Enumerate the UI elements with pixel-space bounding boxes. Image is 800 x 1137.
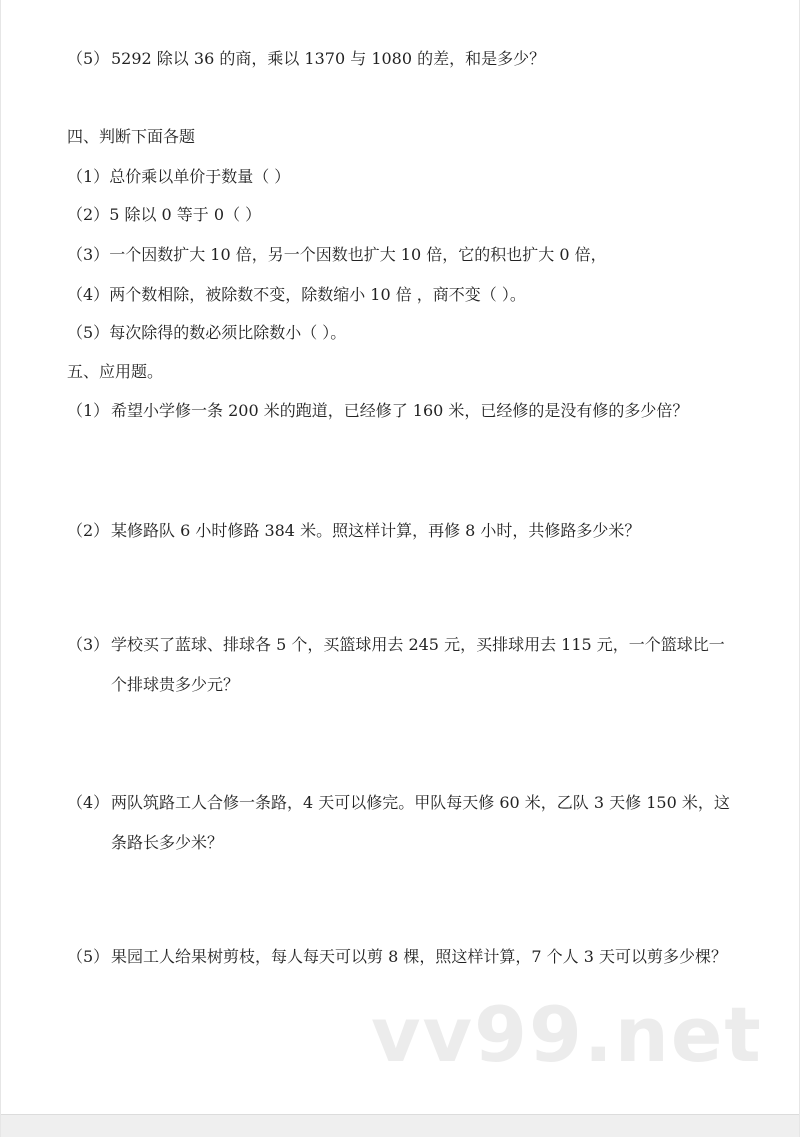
item-text: 总价乘以单价于数量（ ） <box>109 167 291 186</box>
problem-2 <box>67 520 640 542</box>
section-5-title: 五、应用题。 <box>67 362 164 381</box>
judge-item-1 <box>67 166 290 188</box>
question-text: 5292 除以 36 的商，乘以 1370 与 1080 的差，和是多少？ <box>111 49 546 68</box>
problem-5 <box>67 946 727 968</box>
problem-1 <box>67 400 688 422</box>
problem-number: （4） <box>67 793 110 812</box>
item-number: （3） <box>67 245 110 264</box>
item-number: （1） <box>67 167 110 186</box>
problem-3-continuation: 个排球贵多少元？ <box>111 675 240 694</box>
problem-3 <box>67 634 725 656</box>
problem-number: （1） <box>67 401 110 420</box>
question-3-5 <box>67 48 545 70</box>
problem-number: （2） <box>67 521 110 540</box>
problem-text: 果园工人给果树剪枝，每人每天可以剪 8 棵，照这样计算，7 个人 3 天可以剪多少棵？ <box>111 947 727 966</box>
watermark: vv99.net <box>371 990 763 1079</box>
item-text: 每次除得的数必须比除数小（ ）。 <box>109 323 347 342</box>
problem-text: 两队筑路工人合修一条路，4 天可以修完。甲队每天修 60 米，乙队 3 天修 150 米，这 <box>111 793 730 812</box>
judge-item-3 <box>67 244 607 266</box>
problem-text: 学校买了蓝球、排球各 5 个，买篮球用去 245 元，买排球用去 115 元，一个篮球比一 <box>111 635 725 654</box>
problem-4-continuation: 条路长多少米？ <box>111 833 224 852</box>
problem-text: 某修路队 6 小时修路 384 米。照这样计算，再修 8 小时，共修路多少米？ <box>111 521 641 540</box>
problem-number: （3） <box>67 635 110 654</box>
item-text: 两个数相除，被除数不变，除数缩小 10 倍 ，商不变（ ）。 <box>109 285 526 304</box>
item-number: （4） <box>67 285 110 304</box>
judge-item-4 <box>67 284 526 306</box>
item-text: 一个因数扩大 10 倍，另一个因数也扩大 10 倍，它的积也扩大 0 倍， <box>109 245 607 264</box>
page-bottom-bar <box>1 1114 799 1137</box>
item-text: 5 除以 0 等于 0（ ） <box>109 205 262 224</box>
question-number: （5） <box>67 49 110 68</box>
section-4-title: 四、判断下面各题 <box>67 127 196 146</box>
problem-number: （5） <box>67 947 110 966</box>
item-number: （2） <box>67 205 110 224</box>
judge-item-2 <box>67 204 261 226</box>
problem-4 <box>67 792 730 814</box>
judge-item-5 <box>67 322 346 344</box>
problem-text: 希望小学修一条 200 米的跑道，已经修了 160 米，已经修的是没有修的多少倍？ <box>111 401 689 420</box>
item-number: （5） <box>67 323 110 342</box>
